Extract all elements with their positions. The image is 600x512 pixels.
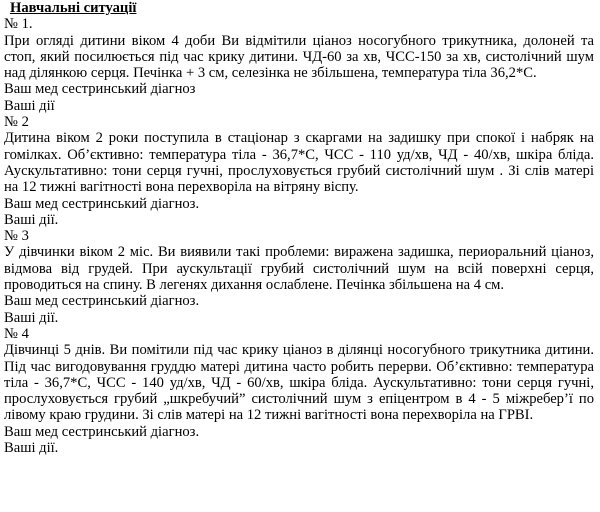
case-4 [4,326,594,456]
case-3 [4,228,594,326]
diagnosis-prompt: Ваш мед сестринський діагноз. [4,423,200,440]
actions-prompt: Ваші дії. [4,440,59,457]
case-number: № 4 [4,325,29,342]
diagnosis-prompt: Ваш мед сестринський діагноз. [4,195,200,212]
case-1 [4,16,594,114]
case-number: № 1. [4,16,33,33]
actions-prompt: Ваші дії. [4,309,59,326]
actions-prompt: Ваші дії. [4,211,59,228]
case-text: Дівчинці 5 днів. Ви помітили під час крику ціаноз в ділянці носогубного трикутника дитини. Під час вигодовування груддю матері дитина часто робить перерви. Об’єктивно: температура тіла - 36,7*С, ЧСС - 140 уд/хв, ЧД - 60/хв, шкіра бліда. Аускультативно: тони серця гучні, прослуховується грубий „шкребучий” систолічний шум з епіцентром в 4 - 5 міжребер’ї по лівому краю грудини. Зі слів матері на 12 тижні вагітності вона перехворіла на ГРВІ. [4,342,594,424]
diagnosis-prompt: Ваш мед сестринський діагноз [4,81,196,98]
case-number: № 3 [4,228,29,245]
diagnosis-prompt: Ваш мед сестринський діагноз. [4,293,200,310]
document-heading: Навчальні ситуації [10,0,137,16]
case-text: При огляді дитини віком 4 доби Ви відмітили ціаноз носогубного трикутника, долоней та стоп, який посилюється під час крику дитини. ЧД-60 за хв, ЧСС-150 за хв, систолічний шум над ділянкою серця. Печінка + 3 см, селезінка не збільшена, температура тіла 36,2*С. [4,32,594,82]
actions-prompt: Ваші дії [4,97,55,114]
case-text: Дитина віком 2 роки поступила в стаціонар з скаргами на задишку при спокої і набряк на гомілках. Об’єктивно: температура тіла - 36,7*С, ЧСС - 110 уд/хв, ЧД - 40/хв, шкіра бліда. Аускультативно: тони серця гучні, прослуховується грубий систолічний шум . Зі слів матері на 12 тижні вагітності вона перехворіла на вітряну віспу. [4,130,594,196]
case-2 [4,114,594,228]
case-text: У дівчинки віком 2 міс. Ви виявили такі проблеми: виражена задишка, периоральний ціаноз, відмова від грудей. При аускультації грубий систолічний шум на всій поверхні серця, проводиться на спину. В легенях дихання ослаблене. Печінка збільшена на 4 см. [4,244,594,294]
case-number: № 2 [4,114,29,131]
